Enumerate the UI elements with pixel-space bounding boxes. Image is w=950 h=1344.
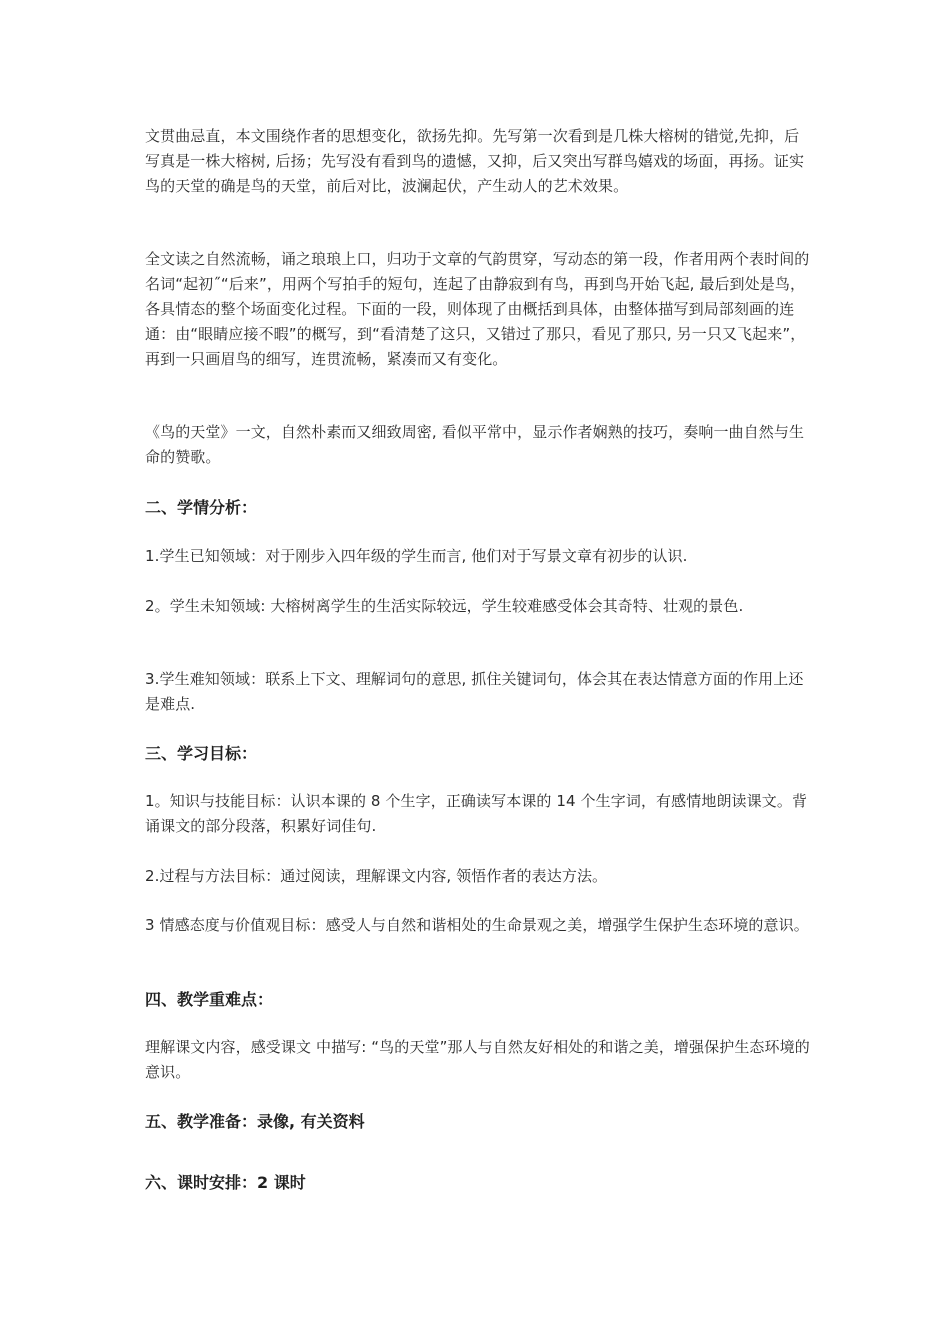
section-heading-student-analysis: 二、学情分析： (145, 498, 258, 517)
key-points-text: 理解课文内容，感受课文 中描写: “鸟的天堂”那人与自然友好相处的和谐之美，增强保护生态环境的意识。 (145, 1038, 810, 1081)
section-heading-preparation: 五、教学准备：录像, 有关资料 (145, 1112, 365, 1131)
goal-knowledge-skills: 1。知识与技能目标：认识本课的 8 个生字，正确读写本课的 14 个生字词，有感情地朗读课文。背诵课文的部分段落，积累好词佳句. (145, 792, 808, 835)
section-heading-schedule: 六、课时安排：2 课时 (145, 1173, 306, 1192)
paragraph-structure: 文贯曲忌直，本文围绕作者的思想变化，欲扬先抑。先写第一次看到是几株大榕树的错觉,先抑，后写真是一株大榕树, 后扬；先写没有看到鸟的遗憾，又抑，后又突出写群鸟嬉戏的场面，再扬。证实鸟的天堂的确是鸟的天堂，前后对比，波澜起伏，产生动人的艺术效果。 (145, 127, 805, 195)
section-heading-learning-goals: 三、学习目标： (145, 744, 258, 763)
paragraph-summary: 《鸟的天堂》一文，自然朴素而又细致周密, 看似平常中，显示作者娴熟的技巧，奏响一曲自然与生命的赞歌。 (145, 423, 805, 466)
student-unknown-field: 2。学生未知领域: 大榕树离学生的生活实际较远，学生较难感受体会其奇特、壮观的景色. (145, 597, 744, 615)
section-heading-key-points: 四、教学重难点： (145, 990, 274, 1009)
goal-process-method: 2.过程与方法目标：通过阅读，理解课文内容, 领悟作者的表达方法。 (145, 867, 608, 885)
student-known-field: 1.学生已知领域：对于刚步入四年级的学生而言, 他们对于写景文章有初步的认识. (145, 547, 688, 565)
student-difficult-field: 3.学生难知领域：联系上下文、理解词句的意思, 抓住关键词句，体会其在表达情意方面的作用上还是难点. (145, 670, 804, 713)
goal-emotion-values: 3 情感态度与价值观目标：感受人与自然和谐相处的生命景观之美，增强学生保护生态环境的意识。 (145, 916, 809, 934)
paragraph-fluency: 全文读之自然流畅，诵之琅琅上口，归功于文章的气韵贯穿，写动态的第一段，作者用两个表时间的名词“起初˝“后来”，用两个写拍手的短句，连起了由静寂到有鸟，再到鸟开始飞起, 最后到处是鸟，各具情态的整个场面变化过程。下面的一段，则体现了由概括到具体，由整体描写到局部刻画的连通：由“眼睛应接不暇”的概写，到“看清楚了这只，又错过了那只，看见了那只, 另一只又飞起来”，再到一只画眉鸟的细写，连贯流畅，紧凑而又有变化。 (145, 250, 810, 368)
